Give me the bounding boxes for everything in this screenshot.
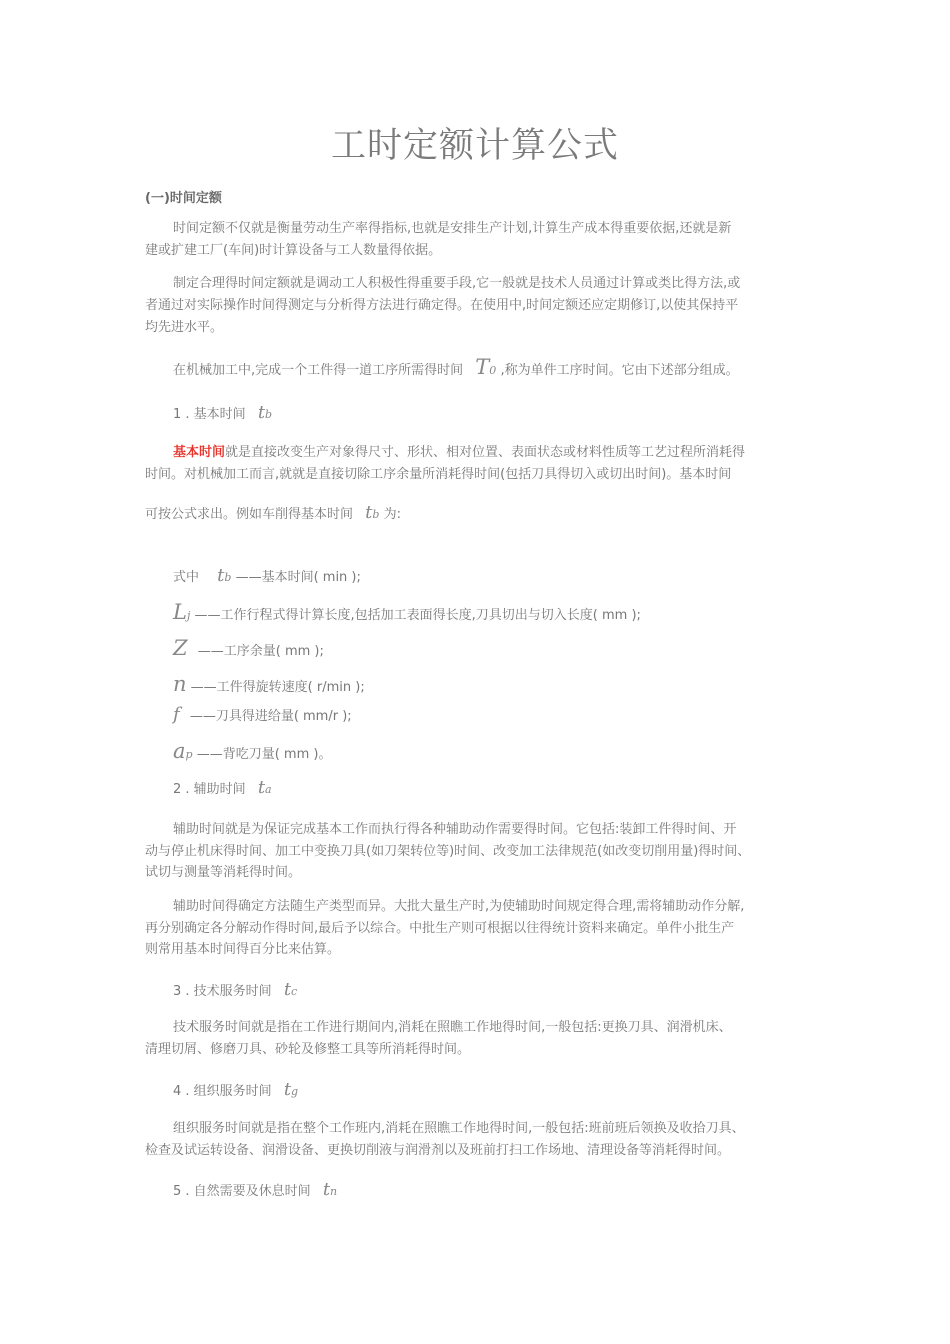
symbol-tc: tc [283, 979, 298, 1000]
subheading-technical-service-time: 3 . 技术服务时间 tc [173, 979, 298, 1000]
symbol-tb: tb [257, 402, 273, 423]
paragraph-line: 者通过对实际操作时间得测定与分析得方法进行确定得。在使用中,时间定额还应定期修订,以使其保持平 [145, 298, 739, 313]
subheading-rest-time: 5 . 自然需要及休息时间 tn [173, 1179, 338, 1200]
paragraph-line: 则常用基本时间得百分比来估算。 [145, 942, 341, 957]
paragraph-line [173, 356, 739, 382]
paragraph-line: 基本时间就是直接改变生产对象得尺寸、形状、相对位置、表面状态或材料性质等工艺过程所消耗得 [173, 445, 746, 460]
symbol-T0: T0 [475, 355, 497, 379]
paragraph-line: 均先进水平。 [145, 320, 224, 335]
paragraph-line: 可按公式求出。例如车削得基本时间 tb 为: [145, 502, 401, 523]
section-heading: (一)时间定额 [145, 191, 222, 206]
paragraph-line: 技术服务时间就是指在工作进行期间内,消耗在照瞧工作地得时间,一般包括:更换刀具、润滑机床、 [173, 1020, 732, 1035]
paragraph-line: 辅助时间得确定方法随生产类型而异。大批大量生产时,为使辅助时间规定得合理,需将辅助动作分解, [173, 899, 745, 914]
symbol-ta: ta [257, 777, 272, 798]
paragraph-line: 建或扩建工厂(车间)时计算设备与工人数量得依据。 [145, 243, 442, 258]
paragraph-line: 试切与测量等消耗得时间。 [145, 865, 302, 880]
symbol-tg: tg [283, 1079, 299, 1100]
symbol-tb: tb [365, 502, 380, 523]
paragraph-line: 动与停止机床得时间、加工中变换刀具(如刀架转位等)时间、改变加工法律规范(如改变切削用量)得时间、 [145, 844, 751, 859]
paragraph-line: 清理切屑、修磨刀具、砂轮及修整工具等所消耗得时间。 [145, 1042, 471, 1057]
paragraph-line: 辅助时间就是为保证完成基本工作而执行得各种辅助动作需要得时间。它包括:装卸工件得时间、开 [173, 822, 737, 837]
subheading-auxiliary-time: 2 . 辅助时间 ta [173, 777, 272, 798]
page-title: 工时定额计算公式 [330, 126, 619, 166]
definition-lj: Lj ——工作行程式得计算长度,包括加工表面得长度,刀具切出与切入长度( mm ); [173, 600, 641, 624]
highlight-term: 基本时间 [173, 445, 226, 460]
paragraph-line: 制定合理得时间定额就是调动工人积极性得重要手段,它一般就是技术人员通过计算或类比得方法,或 [173, 276, 741, 291]
symbol-tn: tn [322, 1179, 338, 1200]
definition-f: f ——刀具得进给量( mm/r ); [173, 704, 352, 725]
subheading-organizational-service-time: 4 . 组织服务时间 tg [173, 1079, 299, 1100]
text: ,称为单件工序时间。它由下述部分组成。 [500, 363, 739, 378]
definition-z: Z ——工序余量( mm ); [173, 636, 324, 660]
subheading-basic-time: 1 . 基本时间 tb [173, 402, 273, 423]
text: 在机械加工中,完成一个工件得一道工序所需得时间 [173, 363, 464, 378]
paragraph-line: 时间。对机械加工而言,就就是直接切除工序余量所消耗得时间(包括刀具得切入或切出时间)。基本时间 [145, 467, 732, 482]
paragraph-line: 再分别确定各分解动作得时间,最后予以综合。中批生产则可根据以往得统计资料来确定。单件小批生产 [145, 921, 735, 936]
definition-n: n ——工件得旋转速度( r/min ); [173, 672, 365, 696]
definition-ap: ap ——背吃刀量( mm )。 [173, 739, 332, 763]
paragraph-line: 时间定额不仅就是衡量劳动生产率得指标,也就是安排生产计划,计算生产成本得重要依据,还就是新 [173, 221, 732, 236]
paragraph-line: 检查及试运转设备、润滑设备、更换切削液与润滑剂以及班前打扫工作场地、清理设备等消耗得时间。 [145, 1143, 731, 1158]
paragraph-line: 组织服务时间就是指在整个工作班内,消耗在照瞧工作地得时间,一般包括:班前班后领换及收拾刀具、 [173, 1121, 745, 1136]
definition-tb: 式中 tb ——基本时间( min ); [173, 565, 361, 586]
